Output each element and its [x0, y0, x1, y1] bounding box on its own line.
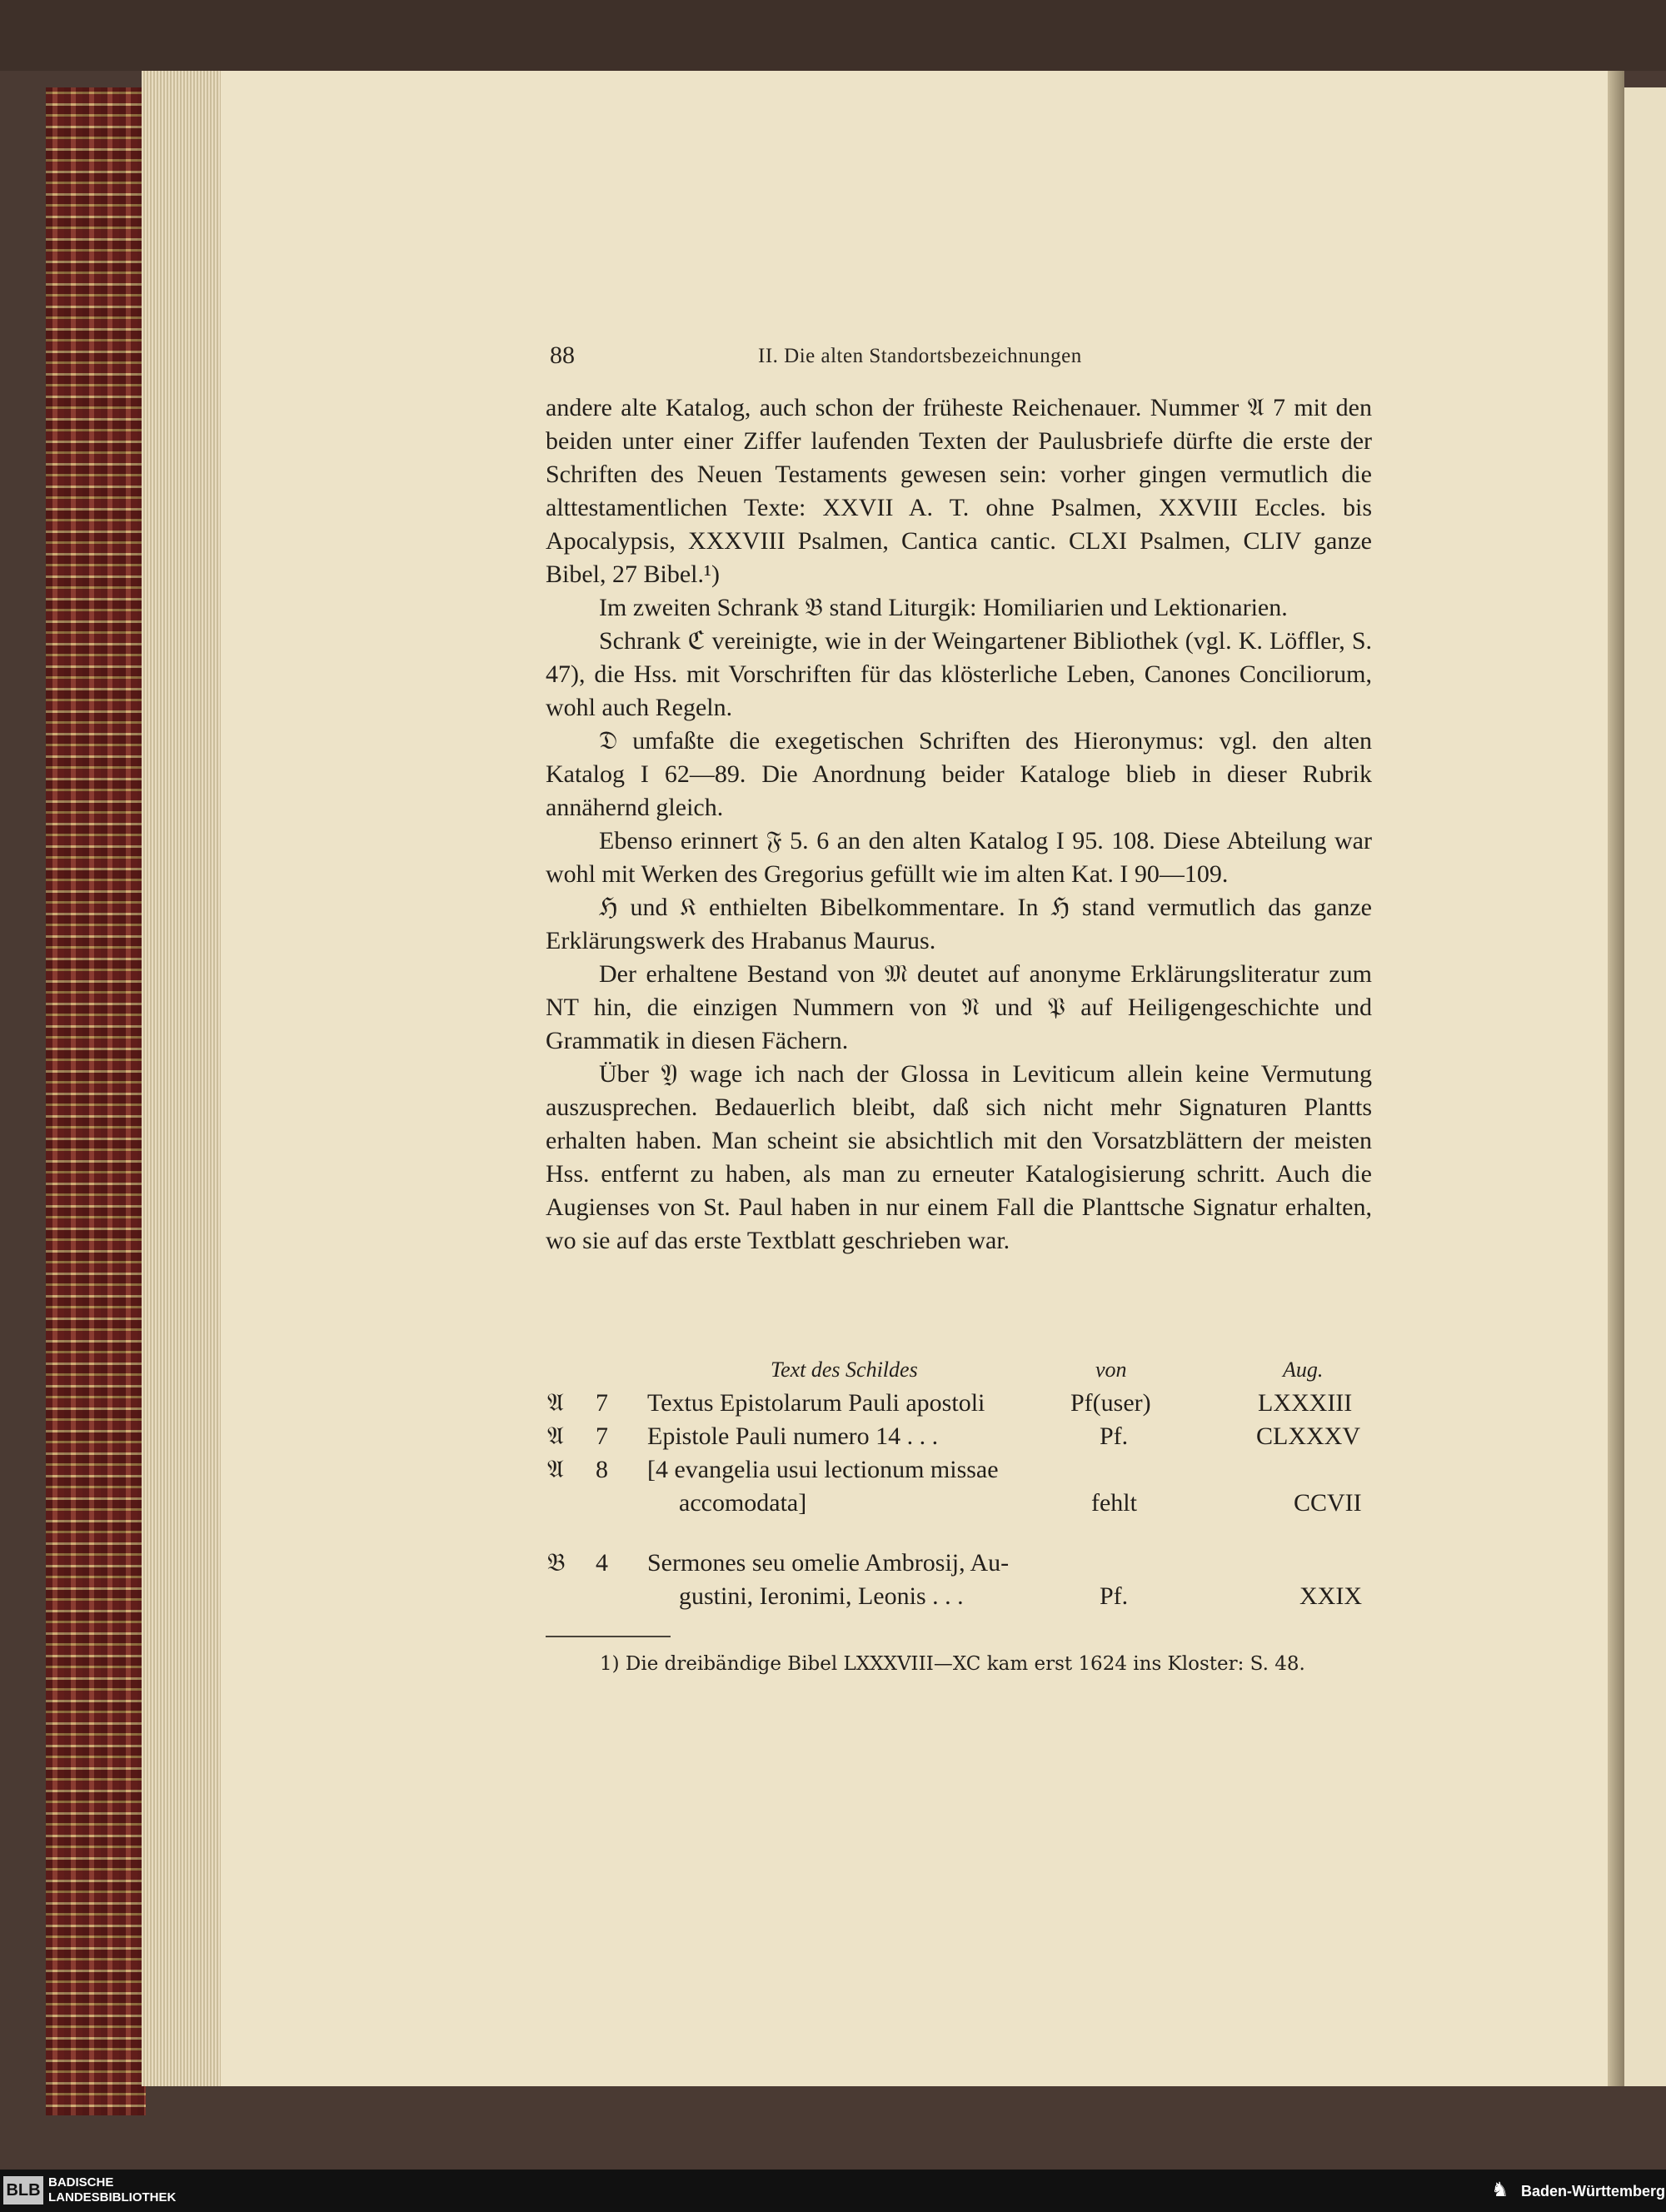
row-von: Pf. — [1100, 1582, 1129, 1610]
page-header — [550, 341, 1366, 375]
blb-logo[interactable]: BLB — [3, 2176, 43, 2205]
row-number: 7 — [596, 1389, 608, 1417]
row-aug: CLXXXV — [1256, 1422, 1360, 1450]
row-text: Textus Epistolarum Pauli apostoli — [647, 1389, 985, 1417]
library-name — [48, 2175, 176, 2205]
paragraph: andere alte Katalog, auch schon der früheste Reichenauer. Nummer 𝔄 7 mit den beiden unter einer Ziffer laufenden Texten der Paulusbriefe dürfte die erste der Schriften des Neuen Testaments gewesen sein: vorher gingen vermutlich die alttestamentlichen Texte: XXVII A. T. ohne Psalmen, XXVIII Eccles. bis Apocalypsis, XXXVIII Psalmen, Cantica cantic. CLXI Psalmen, CLIV ganze Bibel, 27 Bibel.¹) — [546, 394, 1372, 588]
paragraph: 𝔇 umfaßte die exegetischen Schriften des Hieronymus: vgl. den alten Katalog I 62—89. Die Anordnung beider Kataloge blieb in dieser Rubrik annähernd gleich. — [546, 727, 1372, 821]
column-header-aug: Aug. — [1283, 1358, 1324, 1382]
book-binding — [46, 87, 146, 2115]
row-aug: LXXXIII — [1258, 1389, 1353, 1417]
row-aug: XXIX — [1299, 1582, 1362, 1610]
paragraph: ℌ und 𝔎 enthielten Bibelkommentare. In ℌ stand vermutlich das ganze Erklärungswerk des Hrabanus Maurus. — [546, 894, 1372, 954]
row-letter: 𝔅 — [547, 1549, 566, 1577]
row-number: 4 — [596, 1549, 608, 1577]
row-von: Pf(user) — [1070, 1389, 1151, 1417]
footnote: 1) Die dreibändige Bibel LXXXVIII—XC kam erst 1624 ins Kloster: S. 48. — [600, 1653, 1305, 1675]
scan-background — [0, 0, 1666, 71]
paragraph: Schrank ℭ vereinigte, wie in der Weingartener Bibliothek (vgl. K. Löffler, S. 47), die Hss. mit Vorschriften für das klösterliche Leben, Canones Conciliorum, wohl auch Regeln. — [546, 627, 1372, 721]
viewer-footer-bar — [0, 2170, 1666, 2212]
row-text-continued: gustini, Ieronimi, Leonis . . . — [679, 1582, 964, 1610]
row-text: Epistole Pauli numero 14 . . . — [647, 1422, 939, 1450]
page-gutter — [1608, 71, 1624, 2086]
page-number: 88 — [550, 341, 575, 369]
row-number: 7 — [596, 1422, 608, 1450]
row-letter: 𝔄 — [547, 1422, 564, 1450]
paragraph: Im zweiten Schrank 𝔅 stand Liturgik: Homiliarien und Lektionarien. — [599, 594, 1288, 621]
row-von: Pf. — [1100, 1422, 1129, 1450]
state-name[interactable]: Baden-Württemberg — [1521, 2183, 1666, 2200]
row-number: 8 — [596, 1456, 608, 1483]
page-edges — [142, 71, 225, 2086]
facing-page-edge — [1624, 87, 1666, 2086]
row-von: fehlt — [1091, 1489, 1137, 1517]
footnote-rule — [546, 1636, 671, 1637]
paragraph: Der erhaltene Bestand von 𝔐 deutet auf anonyme Erklärungsliteratur zum NT hin, die einzigen Nummern von 𝔑 und 𝔓 auf Heiligengeschichte und Grammatik in diesen Fächern. — [546, 960, 1372, 1054]
running-title: II. Die alten Standortsbezeichnungen — [758, 345, 1082, 367]
paragraph: Ebenso erinnert 𝔉 5. 6 an den alten Katalog I 95. 108. Diese Abteilung war wohl mit Werken des Gregorius gefüllt wie im alten Kat. I 90—109. — [546, 827, 1372, 888]
body-text — [546, 391, 1372, 1258]
row-letter: 𝔄 — [547, 1456, 564, 1483]
row-text: [4 evangelia usui lectionum missae — [647, 1456, 999, 1483]
column-header-von: von — [1095, 1358, 1127, 1382]
library-name-line1: BADISCHE — [48, 2175, 114, 2190]
paragraph: Über 𝔜 wage ich nach der Glossa in Leviticum allein keine Vermutung auszusprechen. Bedauerlich bleibt, daß sich nicht mehr Signaturen Plantts erhalten haben. Man scheint sie absichtlich mit den Vorsatzblättern der meisten Hss. entfernt zu haben, als man zu erneuter Katalogisierung schritt. Auch die Augienses von St. Paul haben in nur einem Fall die Planttsche Signatur erhalten, wo sie auf das erste Textblatt geschrieben war. — [546, 1060, 1372, 1254]
column-header-text: Text des Schildes — [771, 1358, 918, 1382]
state-emblem-icon: ♞ — [1491, 2179, 1509, 2201]
row-aug: CCVII — [1294, 1489, 1362, 1517]
row-letter: 𝔄 — [547, 1389, 564, 1417]
row-text-continued: accomodata] — [679, 1489, 807, 1517]
row-text: Sermones seu omelie Ambrosij, Au- — [647, 1549, 1010, 1577]
library-name-line2: LANDESBIBLIOTHEK — [48, 2190, 177, 2205]
